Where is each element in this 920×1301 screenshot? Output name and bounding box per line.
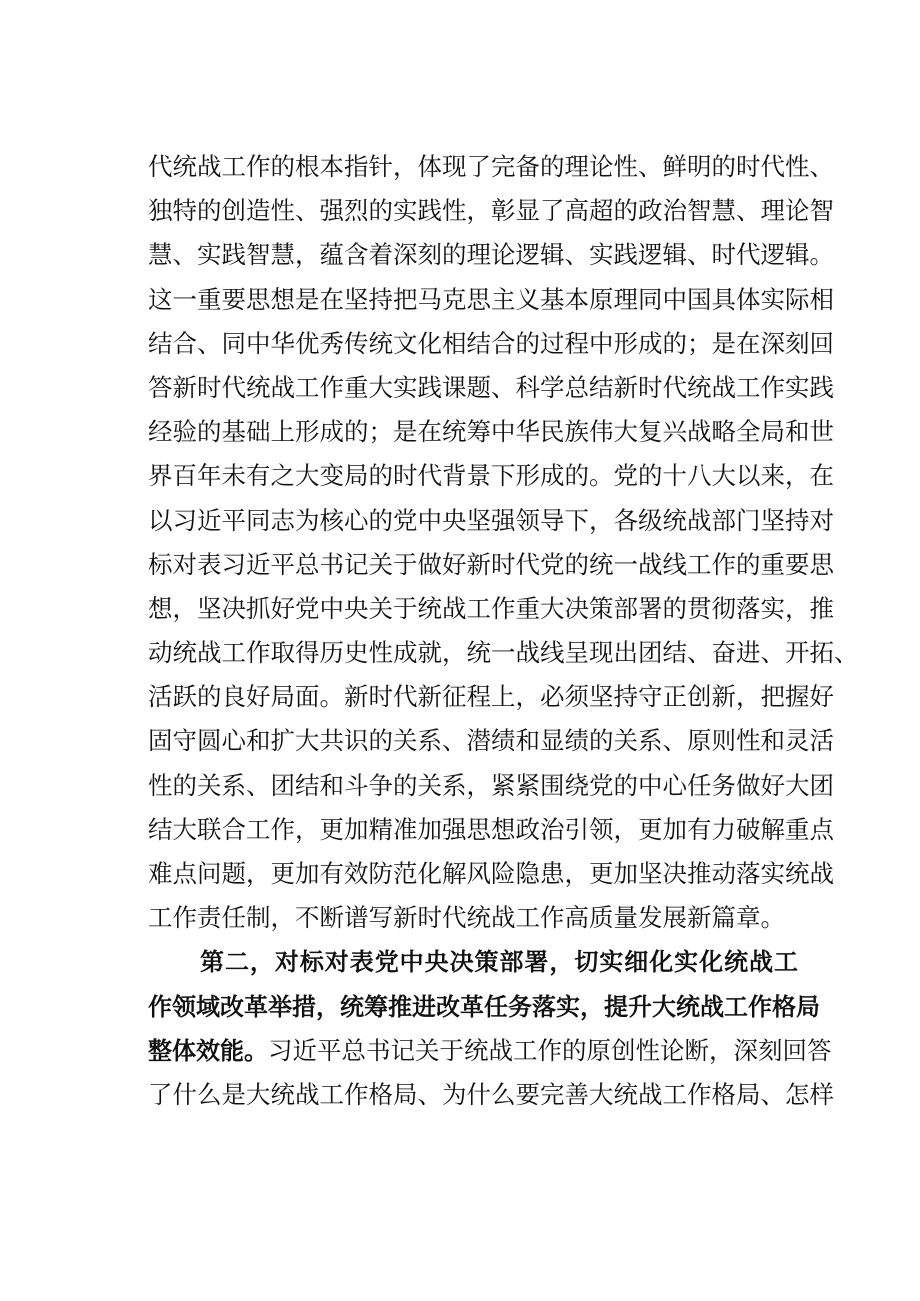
text-line: 独特的创造性、强烈的实践性，彰显了高超的政治智慧、理论智	[148, 196, 834, 226]
text-line: 动统战工作取得历史性成就，统一战线呈现出团结、奋进、开拓、	[148, 638, 859, 668]
section-heading-text: 整体效能。	[148, 1036, 268, 1065]
text-line: 慧、实践智慧，蕴含着深刻的理论逻辑、实践逻辑、时代逻辑。	[148, 240, 834, 270]
document-body	[148, 145, 859, 1117]
text-line: 答新时代统战工作重大实践课题、科学总结新时代统战工作实践	[148, 372, 834, 402]
text-line: 了什么是大统战工作格局、为什么要完善大统战工作格局、怎样	[148, 1079, 834, 1109]
section-heading-line	[148, 985, 820, 1029]
section-heading-text: 作领域改革举措，统筹推进改革任务落实，提升大统战工作格局	[148, 992, 820, 1021]
text-line: 想，坚决抓好党中央关于统战工作重大决策部署的贯彻落实，推	[148, 593, 834, 623]
text-line: 代统战工作的根本指针，体现了完备的理论性、鲜明的时代性、	[148, 152, 834, 181]
paragraph-2	[148, 940, 834, 1117]
text-line	[148, 1029, 832, 1073]
body-text-run: 习近平总书记关于统战工作的原创性论断，深刻回答	[268, 1035, 832, 1065]
text-line: 难点问题，更加有效防范化解风险隐患，更加坚决推动落实统战	[148, 859, 834, 888]
section-heading-text: 第二，对标对表党中央决策部署，切实细化实化统战工	[200, 948, 798, 977]
text-line: 固守圆心和扩大共识的关系、潜绩和显绩的关系、原则性和灵活	[148, 726, 834, 756]
text-line: 结大联合工作，更加精准加强思想政治引领，更加有力破解重点	[148, 814, 834, 844]
text-line: 活跃的良好局面。新时代新征程上，必须坚持守正创新，把握好	[148, 682, 834, 712]
paragraph-1	[148, 145, 859, 940]
section-heading-line	[148, 940, 798, 984]
text-line: 性的关系、团结和斗争的关系，紧紧围绕党的中心任务做好大团	[148, 770, 834, 800]
text-line: 这一重要思想是在坚持把马克思主义基本原理同中国具体实际相	[148, 284, 834, 314]
text-line: 工作责任制，不断谱写新时代统战工作高质量发展新篇章。	[148, 903, 785, 933]
text-line: 标对表习近平总书记关于做好新时代党的统一战线工作的重要思	[148, 549, 834, 579]
text-line: 结合、同中华优秀传统文化相结合的过程中形成的；是在深刻回	[148, 328, 834, 358]
text-line: 经验的基础上形成的；是在统筹中华民族伟大复兴战略全局和世	[148, 417, 834, 447]
text-line: 以习近平同志为核心的党中央坚强领导下，各级统战部门坚持对	[148, 505, 834, 535]
text-line: 界百年未有之大变局的时代背景下形成的。党的十八大以来，在	[148, 461, 834, 491]
